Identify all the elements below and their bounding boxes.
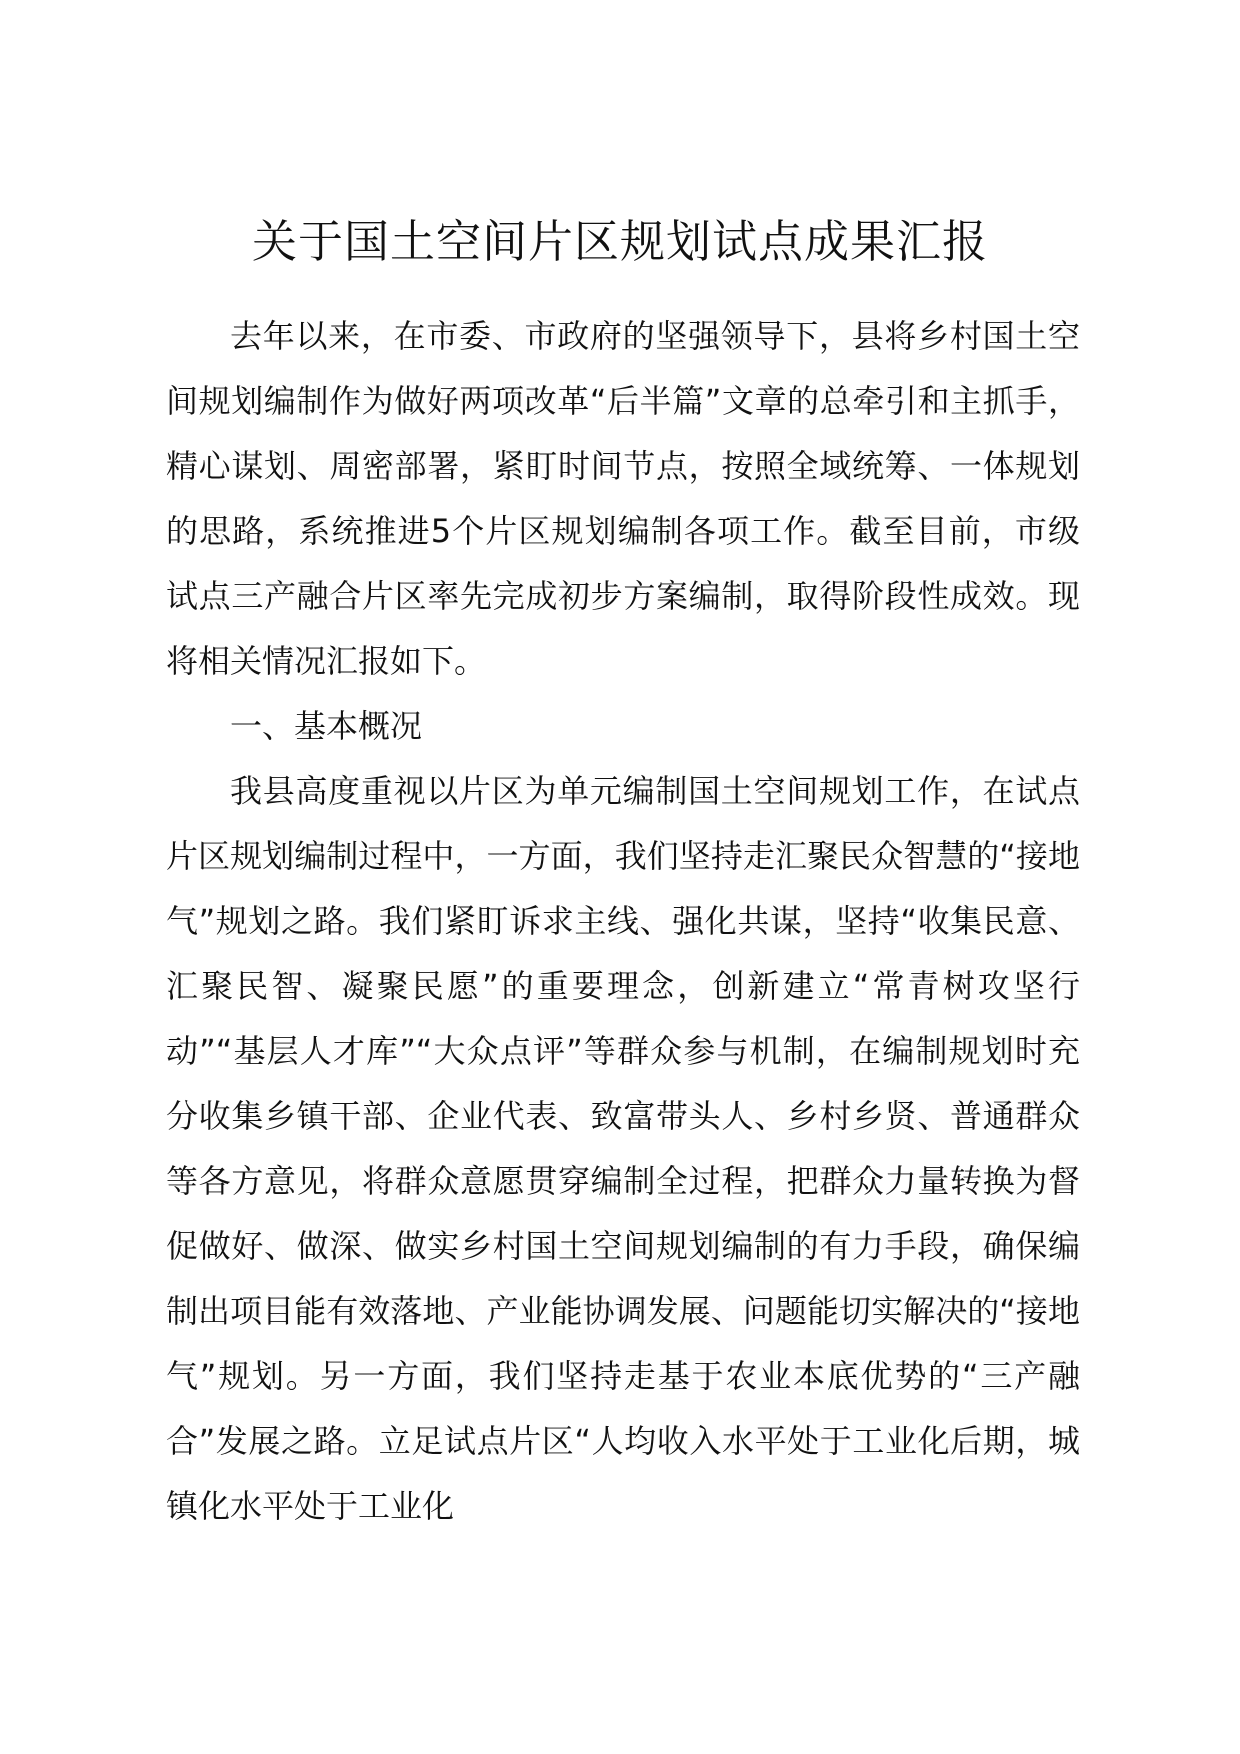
section-heading: 一、基本概况 <box>230 707 423 745</box>
document-body <box>166 304 1080 1539</box>
intro-paragraph: 去年以来，在市委、市政府的坚强领导下，县将乡村国土空间规划编制作为做好两项改革“后半篇”文章的总牵引和主抓手，精心谋划、周密部署，紧盯时间节点，按照全域统筹、一体规划的思路，系统推进5个片区规划编制各项工作。截至目前，市级试点三产融合片区率先完成初步方案编制，取得阶段性成效。现将相关情况汇报如下。 <box>166 317 1080 680</box>
document-title: 关于国土空间片区规划试点成果汇报 <box>251 215 988 268</box>
section-paragraph: 我县高度重视以片区为单元编制国土空间规划工作，在试点片区规划编制过程中，一方面，我们坚持走汇聚民众智慧的“接地气”规划之路。我们紧盯诉求主线、强化共谋，坚持“收集民意、汇聚民智、凝聚民愿”的重要理念，创新建立“常青树攻坚行动”“基层人才库”“大众点评”等群众参与机制，在编制规划时充分收集乡镇干部、企业代表、致富带头人、乡村乡贤、普通群众等各方意见，将群众意愿贯穿编制全过程，把群众力量转换为督促做好、做深、做实乡村国土空间规划编制的有力手段，确保编制出项目能有效落地、产业能协调发展、问题能切实解决的“接地气”规划。另一方面，我们坚持走基于农业本底优势的“三产融合”发展之路。立足试点片区“人均收入水平处于工业化后期，城镇化水平处于工业化 <box>166 772 1080 1525</box>
